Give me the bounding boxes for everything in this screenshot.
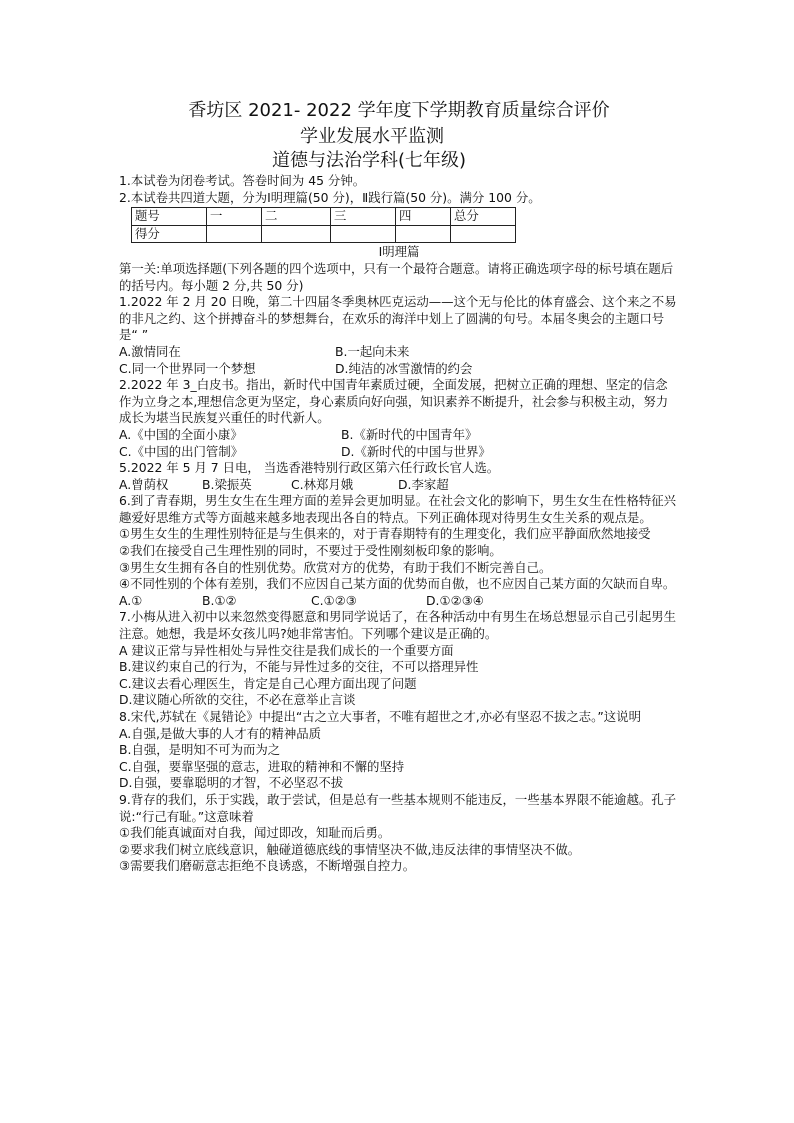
option[interactable]: C.《中国的出门管制》 [119,443,244,459]
statement: ④不同性别的个体有差别，我们不应因自己某方面的优势而自傲，也不应因自己某方面的欠缺而自卑。 [119,576,676,592]
exam-title: 香坊区 2021- 2022 学年度下学期教育质量综合评价 [188,100,610,121]
statement: ②我们在接受自己生理性别的同时，不要过于受性刚刻板印象的影响。 [119,543,502,559]
score-header-cell: 题号 [132,208,207,226]
statement: ③需要我们磨砺意志拒绝不良诱惑，不断增强自控力。 [119,858,416,874]
options-row [119,361,679,378]
options-row [119,444,679,461]
part1-intro: 第一关:单项选择题(下列各题的四个选项中，只有一个最符合题意。请将正确选项字母的标号填在题后的括号内。每小题 2 分,共 50 分) [119,260,674,293]
option[interactable]: A.激情同在 [119,343,181,359]
option[interactable]: D.建议随心所欲的交往，不必在意举止言谈 [119,692,356,708]
score-cell[interactable] [207,225,262,243]
options-row [119,427,679,444]
score-header-cell: 二 [262,208,331,226]
instruction-1: 1.本试卷为闭卷考试。答卷时间为 45 分钟。 [119,173,366,188]
options-row [119,593,679,610]
option[interactable]: D.李家超 [398,476,449,492]
option[interactable]: D.①②③④ [426,592,484,608]
question-stem: 1.2022 年 2 月 20 日晚，第二十四届冬季奥林匹克运动——这个无与伦比的体育盛会、这个来之不易的非凡之约、这个拼搏奋斗的梦想舞台，在欢乐的海洋中划上了圆满的句号。本届冬奥会的主题口号是“ ” [119,294,677,343]
option[interactable]: B.自强，是明知不可为而为之 [119,742,281,758]
options-row [119,344,679,361]
subject-title: 道德与法治学科(七年级) [271,150,467,171]
score-cell[interactable] [331,225,396,243]
score-table-score-row [132,225,516,243]
question-stem: 6.到了青春期，男生女生在生理方面的差异会更加明显。在社会文化的影响下，男生女生在性格特征兴趣爱好思维方式等方面越来越多地表现出各自的特点。下列正确体现对待男生女生关系的观点是。 [119,493,677,525]
option[interactable]: B.建议约束自己的行为，不能与异性过多的交往，不可以搭理异性 [119,659,479,675]
option[interactable]: A.自强,是做大事的人才有的精神品质 [119,725,321,741]
option[interactable]: D.自强，要靠聪明的才智，不必坚忍不拔 [119,775,344,791]
exam-subtitle: 学业发展水平监测 [300,126,444,147]
option[interactable]: B.①② [202,592,237,608]
option[interactable]: C.建议去看心理医生，肯定是自己心理方面出现了问题 [119,675,417,691]
question-stem: 8.宋代,苏轼在《晁错论》中提出“古之立大事者，不唯有超世之才,亦必有坚忍不拔之志。”这说明 [119,709,641,724]
statement: ②要求我们树立底线意识，触碰道德底线的事情坚决不做,违反法律的事情坚决不做。 [119,841,581,857]
statement: ①男生女生的生理性别特征是与生俱来的，对于青春期特有的生理变化，我们应平静面欣然地接受 [119,526,651,542]
question-stem: 9.背存的我们，乐于实践，敢于尝试，但是总有一些基本规则不能违反，一些基本界限不能逾越。孔子说:“行己有耻。”这意味着 [119,791,677,824]
section-title: Ⅰ明理篇 [378,244,420,260]
option[interactable]: A.《中国的全面小康》 [119,426,243,442]
statement: ①我们能真诚面对自我，闻过即改，知耻而后勇。 [119,825,391,841]
exam-body [119,173,679,875]
score-table-header-row [132,208,516,226]
option[interactable]: C.自强，要靠坚强的意志，进取的精神和不懈的坚持 [119,758,405,774]
question-stem: 2.2022 年 3_白皮书。指出，新时代中国青年素质过硬，全面发展，把树立正确的理想、坚定的信念作为立身之本,理想信念更为坚定，身心素质向好向强，知识素养不断提升，社会参与积极主动，努力成长为堪当民族复兴重任的时代新人。 [119,377,669,426]
question-stem: 7.小梅从进入初中以来忽然变得愿意和男同学说话了，在各种活动中有男生在场总想显示自己引起男生注意。她想，我是坏女孩儿吗?她非常害怕。下列哪个建议是正确的。 [119,609,677,642]
score-cell[interactable] [262,225,331,243]
option[interactable]: B.《新时代的中国青年》 [341,426,478,442]
option[interactable]: B.梁振英 [202,476,252,492]
option[interactable]: D.《新时代的中国与世界》 [341,443,491,459]
score-header-cell: 四 [396,208,451,226]
option[interactable]: C.林郑月娥 [291,476,354,492]
option[interactable]: B.一起向未来 [335,343,410,359]
option[interactable]: D.纯洁的冰雪激情的约会 [335,360,473,376]
score-cell[interactable] [451,225,516,243]
option[interactable]: A.① [119,592,143,608]
score-table [131,207,516,243]
option[interactable]: A 建议正常与异性相处与异性交往是我们成长的一个重要方面 [119,642,454,658]
option[interactable]: A.曾荫权 [119,476,169,492]
instruction-2: 2.本试卷共四道大题，分为Ⅰ明理篇(50 分)，Ⅱ践行篇(50 分)。满分 100 分。 [119,189,541,205]
score-cell[interactable] [396,225,451,243]
option[interactable]: C.①②③ [311,592,357,608]
statement: ③男生女生拥有各自的性别优势。欣赏对方的优势，有助于我们不断完善自己。 [119,559,552,575]
score-header-cell: 三 [331,208,396,226]
options-row [119,477,679,494]
question-stem: 5.2022 年 5 月 7 日电， 当选香港特别行政区第六任行政长官人选。 [119,460,500,476]
score-header-cell: 总分 [451,208,516,226]
score-row-label: 得分 [132,225,207,243]
option[interactable]: C.同一个世界同一个梦想 [119,360,256,376]
score-header-cell: 一 [207,208,262,226]
